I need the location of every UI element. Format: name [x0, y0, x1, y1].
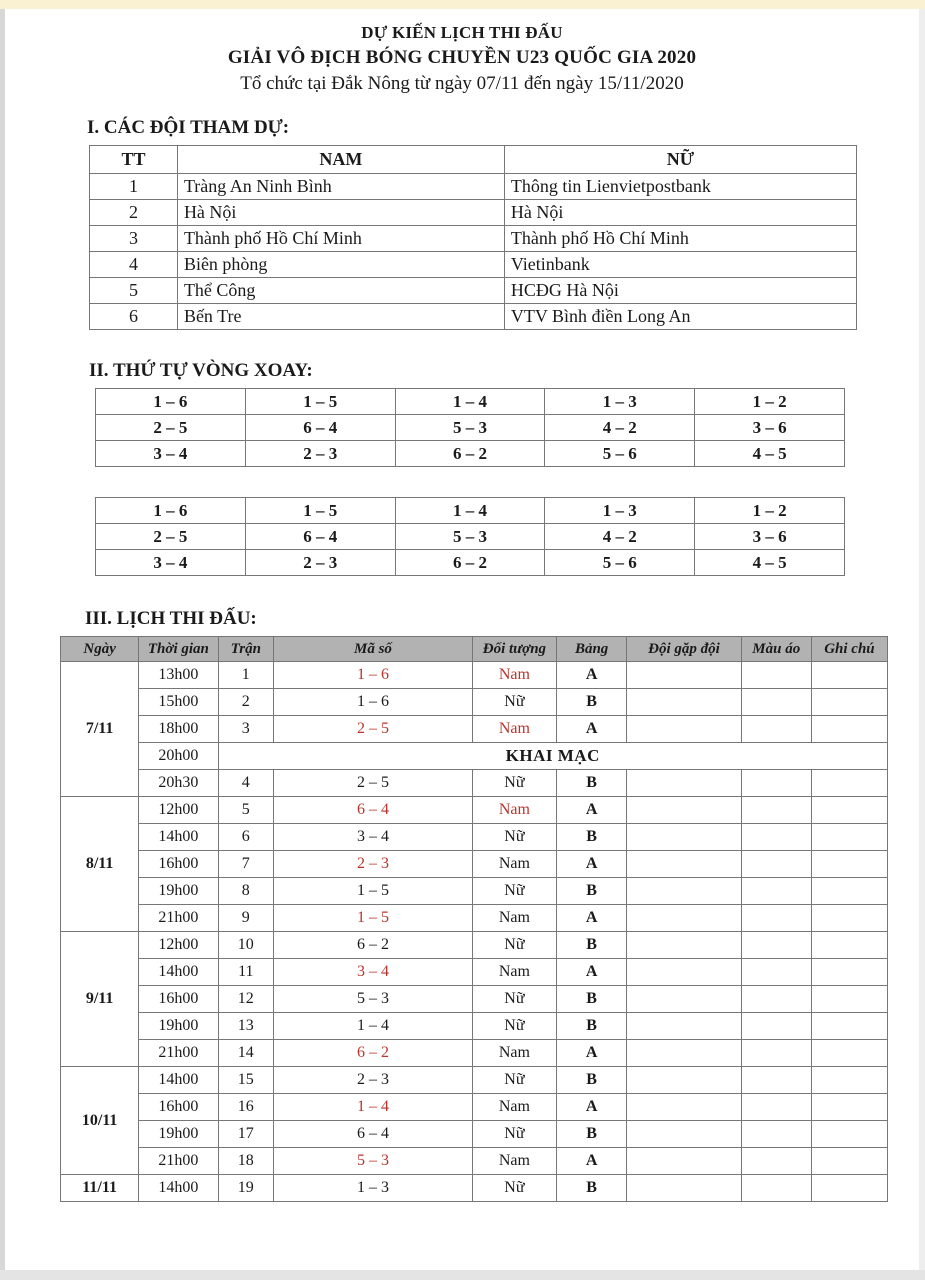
page-top-strip	[0, 0, 925, 9]
schedule-row	[61, 1148, 888, 1175]
schedule-time: 14h00	[139, 824, 218, 851]
schedule-row	[61, 1094, 888, 1121]
schedule-jersey-color-cell[interactable]	[741, 1040, 811, 1067]
schedule-category: Nữ	[472, 1121, 556, 1148]
table-row	[90, 304, 857, 330]
rotation-pair: 5 – 6	[545, 550, 695, 576]
schedule-matchup-cell[interactable]	[627, 689, 741, 716]
team-name-nam: Tràng An Ninh Bình	[177, 174, 504, 200]
rotation-row	[96, 550, 845, 576]
schedule-matchup-cell[interactable]	[627, 1013, 741, 1040]
schedule-jersey-color-cell[interactable]	[741, 1094, 811, 1121]
schedule-match-no: 18	[218, 1148, 274, 1175]
table-row	[90, 174, 857, 200]
team-index: 6	[90, 304, 178, 330]
table-row	[90, 278, 857, 304]
schedule-category: Nữ	[472, 878, 556, 905]
rotation-pair: 1 – 6	[96, 389, 246, 415]
schedule-category: Nam	[472, 1148, 556, 1175]
schedule-notes-cell[interactable]	[811, 959, 887, 986]
table-header-row	[90, 146, 857, 174]
schedule-row	[61, 689, 888, 716]
schedule-category: Nam	[472, 959, 556, 986]
rotation-order-table-1	[95, 388, 845, 467]
schedule-code: 1 – 6	[274, 689, 473, 716]
col-header-thoi-gian: Thời gian	[139, 637, 218, 662]
rotation-pair: 6 – 4	[245, 524, 395, 550]
rotation-pair: 1 – 3	[545, 498, 695, 524]
schedule-row	[61, 905, 888, 932]
schedule-date: 9/11	[61, 932, 139, 1067]
schedule-jersey-color-cell[interactable]	[741, 797, 811, 824]
schedule-group: A	[556, 797, 626, 824]
schedule-match-no: 10	[218, 932, 274, 959]
team-index: 3	[90, 226, 178, 252]
schedule-time: 12h00	[139, 932, 218, 959]
col-header-nam: NAM	[177, 146, 504, 174]
schedule-matchup-cell[interactable]	[627, 986, 741, 1013]
schedule-row	[61, 878, 888, 905]
schedule-time: 19h00	[139, 1121, 218, 1148]
table-row	[90, 252, 857, 278]
schedule-matchup-cell[interactable]	[627, 932, 741, 959]
rotation-pair: 4 – 2	[545, 415, 695, 441]
rotation-pair: 1 – 3	[545, 389, 695, 415]
schedule-code: 1 – 5	[274, 905, 473, 932]
team-index: 4	[90, 252, 178, 278]
schedule-jersey-color-cell[interactable]	[741, 878, 811, 905]
rotation-pair: 5 – 3	[395, 524, 545, 550]
schedule-jersey-color-cell[interactable]	[741, 662, 811, 689]
schedule-notes-cell[interactable]	[811, 1067, 887, 1094]
col-header-ma-so: Mã số	[274, 637, 473, 662]
schedule-group: B	[556, 932, 626, 959]
table-header-row	[61, 637, 888, 662]
schedule-notes-cell[interactable]	[811, 1121, 887, 1148]
schedule-category: Nữ	[472, 1175, 556, 1202]
schedule-notes-cell[interactable]	[811, 797, 887, 824]
schedule-code: 3 – 4	[274, 824, 473, 851]
schedule-code: 1 – 5	[274, 878, 473, 905]
schedule-matchup-cell[interactable]	[627, 662, 741, 689]
schedule-jersey-color-cell[interactable]	[741, 1013, 811, 1040]
col-header-nu: NỮ	[504, 146, 856, 174]
schedule-category: Nam	[472, 662, 556, 689]
rotation-row	[96, 498, 845, 524]
page-right-strip	[919, 9, 925, 1280]
table-row	[90, 226, 857, 252]
schedule-group: A	[556, 1148, 626, 1175]
section-3-heading: III. LỊCH THI ĐẤU:	[85, 608, 257, 629]
schedule-time: 12h00	[139, 797, 218, 824]
schedule-notes-cell[interactable]	[811, 824, 887, 851]
schedule-time: 14h00	[139, 959, 218, 986]
schedule-group: B	[556, 1175, 626, 1202]
rotation-pair: 3 – 6	[695, 524, 845, 550]
rotation-row	[96, 415, 845, 441]
schedule-row	[61, 851, 888, 878]
col-header-tran: Trận	[218, 637, 274, 662]
schedule-category: Nam	[472, 851, 556, 878]
schedule-matchup-cell[interactable]	[627, 1121, 741, 1148]
schedule-time: 21h00	[139, 1148, 218, 1175]
schedule-row	[61, 1040, 888, 1067]
schedule-notes-cell[interactable]	[811, 689, 887, 716]
schedule-match-no: 1	[218, 662, 274, 689]
schedule-group: B	[556, 689, 626, 716]
schedule-category: Nam	[472, 905, 556, 932]
col-header-doi-tuong: Đối tượng	[472, 637, 556, 662]
schedule-notes-cell[interactable]	[811, 662, 887, 689]
schedule-matchup-cell[interactable]	[627, 824, 741, 851]
schedule-time: 14h00	[139, 1067, 218, 1094]
schedule-code: 3 – 4	[274, 959, 473, 986]
schedule-matchup-cell[interactable]	[627, 716, 741, 743]
schedule-group: B	[556, 986, 626, 1013]
schedule-group: A	[556, 905, 626, 932]
schedule-jersey-color-cell[interactable]	[741, 1067, 811, 1094]
schedule-group: B	[556, 1067, 626, 1094]
schedule-category: Nữ	[472, 1067, 556, 1094]
schedule-time: 14h00	[139, 1175, 218, 1202]
document-subtitle: Tổ chức tại Đắk Nông từ ngày 07/11 đến ngày 15/11/2020	[240, 73, 684, 94]
schedule-matchup-cell[interactable]	[627, 905, 741, 932]
schedule-row	[61, 743, 888, 770]
team-name-nam: Thành phố Hồ Chí Minh	[177, 226, 504, 252]
col-header-ngay: Ngày	[61, 637, 139, 662]
schedule-match-no: 15	[218, 1067, 274, 1094]
schedule-notes-cell[interactable]	[811, 1040, 887, 1067]
team-name-nu: Hà Nội	[504, 200, 856, 226]
document-page	[5, 9, 919, 1270]
schedule-code: 1 – 3	[274, 1175, 473, 1202]
schedule-row	[61, 824, 888, 851]
schedule-category: Nữ	[472, 1013, 556, 1040]
schedule-code: 6 – 4	[274, 1121, 473, 1148]
schedule-row	[61, 1121, 888, 1148]
rotation-pair: 3 – 4	[96, 550, 246, 576]
schedule-match-no: 16	[218, 1094, 274, 1121]
opening-ceremony-cell: KHAI MẠC	[218, 743, 887, 770]
schedule-jersey-color-cell[interactable]	[741, 1175, 811, 1202]
schedule-match-no: 12	[218, 986, 274, 1013]
col-header-ghi-chu: Ghi chú	[811, 637, 887, 662]
rotation-pair: 6 – 2	[395, 550, 545, 576]
schedule-time: 15h00	[139, 689, 218, 716]
schedule-code: 1 – 4	[274, 1013, 473, 1040]
schedule-row	[61, 716, 888, 743]
schedule-notes-cell[interactable]	[811, 1094, 887, 1121]
schedule-code: 2 – 3	[274, 1067, 473, 1094]
schedule-time: 16h00	[139, 851, 218, 878]
schedule-group: A	[556, 959, 626, 986]
schedule-matchup-cell[interactable]	[627, 770, 741, 797]
rotation-pair: 4 – 2	[545, 524, 695, 550]
schedule-row	[61, 1175, 888, 1202]
col-header-doi-gap-doi: Đội gặp đội	[627, 637, 741, 662]
schedule-category: Nam	[472, 1040, 556, 1067]
schedule-jersey-color-cell[interactable]	[741, 986, 811, 1013]
team-index: 5	[90, 278, 178, 304]
schedule-notes-cell[interactable]	[811, 770, 887, 797]
schedule-match-no: 13	[218, 1013, 274, 1040]
schedule-notes-cell[interactable]	[811, 1013, 887, 1040]
rotation-pair: 3 – 6	[695, 415, 845, 441]
participating-teams-table	[89, 145, 857, 330]
rotation-pair: 6 – 2	[395, 441, 545, 467]
schedule-group: B	[556, 1121, 626, 1148]
schedule-match-no: 4	[218, 770, 274, 797]
rotation-pair: 1 – 2	[695, 498, 845, 524]
schedule-code: 2 – 3	[274, 851, 473, 878]
schedule-matchup-cell[interactable]	[627, 1094, 741, 1121]
section-1-heading: I. CÁC ĐỘI THAM DỰ:	[87, 117, 290, 138]
rotation-pair: 6 – 4	[245, 415, 395, 441]
schedule-group: B	[556, 824, 626, 851]
rotation-row	[96, 441, 845, 467]
schedule-match-no: 6	[218, 824, 274, 851]
schedule-row	[61, 1013, 888, 1040]
schedule-notes-cell[interactable]	[811, 932, 887, 959]
team-index: 2	[90, 200, 178, 226]
schedule-jersey-color-cell[interactable]	[741, 824, 811, 851]
schedule-group: B	[556, 1013, 626, 1040]
schedule-group: A	[556, 1094, 626, 1121]
schedule-time: 16h00	[139, 1094, 218, 1121]
schedule-code: 6 – 4	[274, 797, 473, 824]
schedule-jersey-color-cell[interactable]	[741, 1121, 811, 1148]
rotation-row	[96, 524, 845, 550]
schedule-match-no: 17	[218, 1121, 274, 1148]
rotation-pair: 3 – 4	[96, 441, 246, 467]
schedule-time: 19h00	[139, 1013, 218, 1040]
document-title-line2: GIẢI VÔ ĐỊCH BÓNG CHUYỀN U23 QUỐC GIA 2020	[227, 47, 697, 68]
match-schedule-table	[60, 636, 888, 1202]
schedule-row	[61, 932, 888, 959]
rotation-pair: 1 – 4	[395, 389, 545, 415]
schedule-code: 5 – 3	[274, 1148, 473, 1175]
document-title-line1: DỰ KIẾN LỊCH THI ĐẤU	[361, 23, 563, 42]
col-header-tt: TT	[90, 146, 178, 174]
schedule-code: 2 – 5	[274, 770, 473, 797]
schedule-notes-cell[interactable]	[811, 851, 887, 878]
schedule-group: B	[556, 878, 626, 905]
rotation-pair: 5 – 3	[395, 415, 545, 441]
schedule-notes-cell[interactable]	[811, 1148, 887, 1175]
schedule-time: 20h30	[139, 770, 218, 797]
schedule-jersey-color-cell[interactable]	[741, 959, 811, 986]
schedule-code: 1 – 6	[274, 662, 473, 689]
table-row	[90, 200, 857, 226]
schedule-code: 6 – 2	[274, 1040, 473, 1067]
team-name-nu: Vietinbank	[504, 252, 856, 278]
col-header-bang: Bảng	[556, 637, 626, 662]
schedule-row	[61, 1067, 888, 1094]
rotation-order-table-2	[95, 497, 845, 576]
schedule-category: Nam	[472, 716, 556, 743]
schedule-time: 21h00	[139, 1040, 218, 1067]
team-index: 1	[90, 174, 178, 200]
schedule-match-no: 3	[218, 716, 274, 743]
page-bottom-strip	[0, 1270, 925, 1280]
team-name-nu: VTV Bình điền Long An	[504, 304, 856, 330]
schedule-date: 11/11	[61, 1175, 139, 1202]
schedule-group: B	[556, 770, 626, 797]
schedule-notes-cell[interactable]	[811, 986, 887, 1013]
schedule-code: 2 – 5	[274, 716, 473, 743]
schedule-matchup-cell[interactable]	[627, 959, 741, 986]
rotation-pair: 2 – 3	[245, 550, 395, 576]
schedule-category: Nữ	[472, 824, 556, 851]
schedule-matchup-cell[interactable]	[627, 1040, 741, 1067]
team-name-nam: Thể Công	[177, 278, 504, 304]
schedule-matchup-cell[interactable]	[627, 1067, 741, 1094]
schedule-time: 21h00	[139, 905, 218, 932]
schedule-jersey-color-cell[interactable]	[741, 689, 811, 716]
schedule-time: 18h00	[139, 716, 218, 743]
schedule-match-no: 14	[218, 1040, 274, 1067]
team-name-nam: Hà Nội	[177, 200, 504, 226]
rotation-pair: 1 – 5	[245, 389, 395, 415]
rotation-row	[96, 389, 845, 415]
schedule-group: A	[556, 1040, 626, 1067]
schedule-time: 16h00	[139, 986, 218, 1013]
schedule-jersey-color-cell[interactable]	[741, 905, 811, 932]
schedule-notes-cell[interactable]	[811, 878, 887, 905]
schedule-category: Nam	[472, 1094, 556, 1121]
rotation-pair: 4 – 5	[695, 441, 845, 467]
team-name-nu: HCĐG Hà Nội	[504, 278, 856, 304]
schedule-match-no: 7	[218, 851, 274, 878]
rotation-pair: 5 – 6	[545, 441, 695, 467]
schedule-match-no: 9	[218, 905, 274, 932]
rotation-pair: 1 – 5	[245, 498, 395, 524]
schedule-date: 8/11	[61, 797, 139, 932]
schedule-matchup-cell[interactable]	[627, 1148, 741, 1175]
schedule-category: Nữ	[472, 986, 556, 1013]
schedule-matchup-cell[interactable]	[627, 1175, 741, 1202]
schedule-matchup-cell[interactable]	[627, 878, 741, 905]
schedule-row	[61, 959, 888, 986]
col-header-mau-ao: Màu áo	[741, 637, 811, 662]
schedule-code: 6 – 2	[274, 932, 473, 959]
schedule-time: 13h00	[139, 662, 218, 689]
team-name-nam: Biên phòng	[177, 252, 504, 278]
schedule-jersey-color-cell[interactable]	[741, 851, 811, 878]
rotation-pair: 1 – 6	[96, 498, 246, 524]
schedule-time: 19h00	[139, 878, 218, 905]
schedule-date: 7/11	[61, 662, 139, 797]
schedule-notes-cell[interactable]	[811, 905, 887, 932]
schedule-group: A	[556, 662, 626, 689]
team-name-nam: Bến Tre	[177, 304, 504, 330]
rotation-pair: 1 – 4	[395, 498, 545, 524]
rotation-pair: 2 – 5	[96, 415, 246, 441]
schedule-match-no: 11	[218, 959, 274, 986]
schedule-row	[61, 770, 888, 797]
schedule-row	[61, 986, 888, 1013]
schedule-row	[61, 797, 888, 824]
schedule-jersey-color-cell[interactable]	[741, 1148, 811, 1175]
team-name-nu: Thành phố Hồ Chí Minh	[504, 226, 856, 252]
schedule-jersey-color-cell[interactable]	[741, 770, 811, 797]
schedule-row	[61, 662, 888, 689]
schedule-category: Nữ	[472, 770, 556, 797]
section-2-heading: II. THỨ TỰ VÒNG XOAY:	[89, 360, 313, 381]
rotation-pair: 2 – 5	[96, 524, 246, 550]
schedule-match-no: 2	[218, 689, 274, 716]
schedule-group: A	[556, 851, 626, 878]
schedule-jersey-color-cell[interactable]	[741, 716, 811, 743]
schedule-category: Nữ	[472, 932, 556, 959]
schedule-time: 20h00	[139, 743, 218, 770]
schedule-group: A	[556, 716, 626, 743]
schedule-match-no: 8	[218, 878, 274, 905]
schedule-date: 10/11	[61, 1067, 139, 1175]
rotation-pair: 2 – 3	[245, 441, 395, 467]
rotation-pair: 1 – 2	[695, 389, 845, 415]
schedule-code: 1 – 4	[274, 1094, 473, 1121]
schedule-jersey-color-cell[interactable]	[741, 932, 811, 959]
rotation-pair: 4 – 5	[695, 550, 845, 576]
schedule-category: Nam	[472, 797, 556, 824]
schedule-matchup-cell[interactable]	[627, 797, 741, 824]
schedule-notes-cell[interactable]	[811, 1175, 887, 1202]
schedule-match-no: 5	[218, 797, 274, 824]
schedule-notes-cell[interactable]	[811, 716, 887, 743]
schedule-match-no: 19	[218, 1175, 274, 1202]
schedule-category: Nữ	[472, 689, 556, 716]
schedule-code: 5 – 3	[274, 986, 473, 1013]
team-name-nu: Thông tin Lienvietpostbank	[504, 174, 856, 200]
schedule-matchup-cell[interactable]	[627, 851, 741, 878]
